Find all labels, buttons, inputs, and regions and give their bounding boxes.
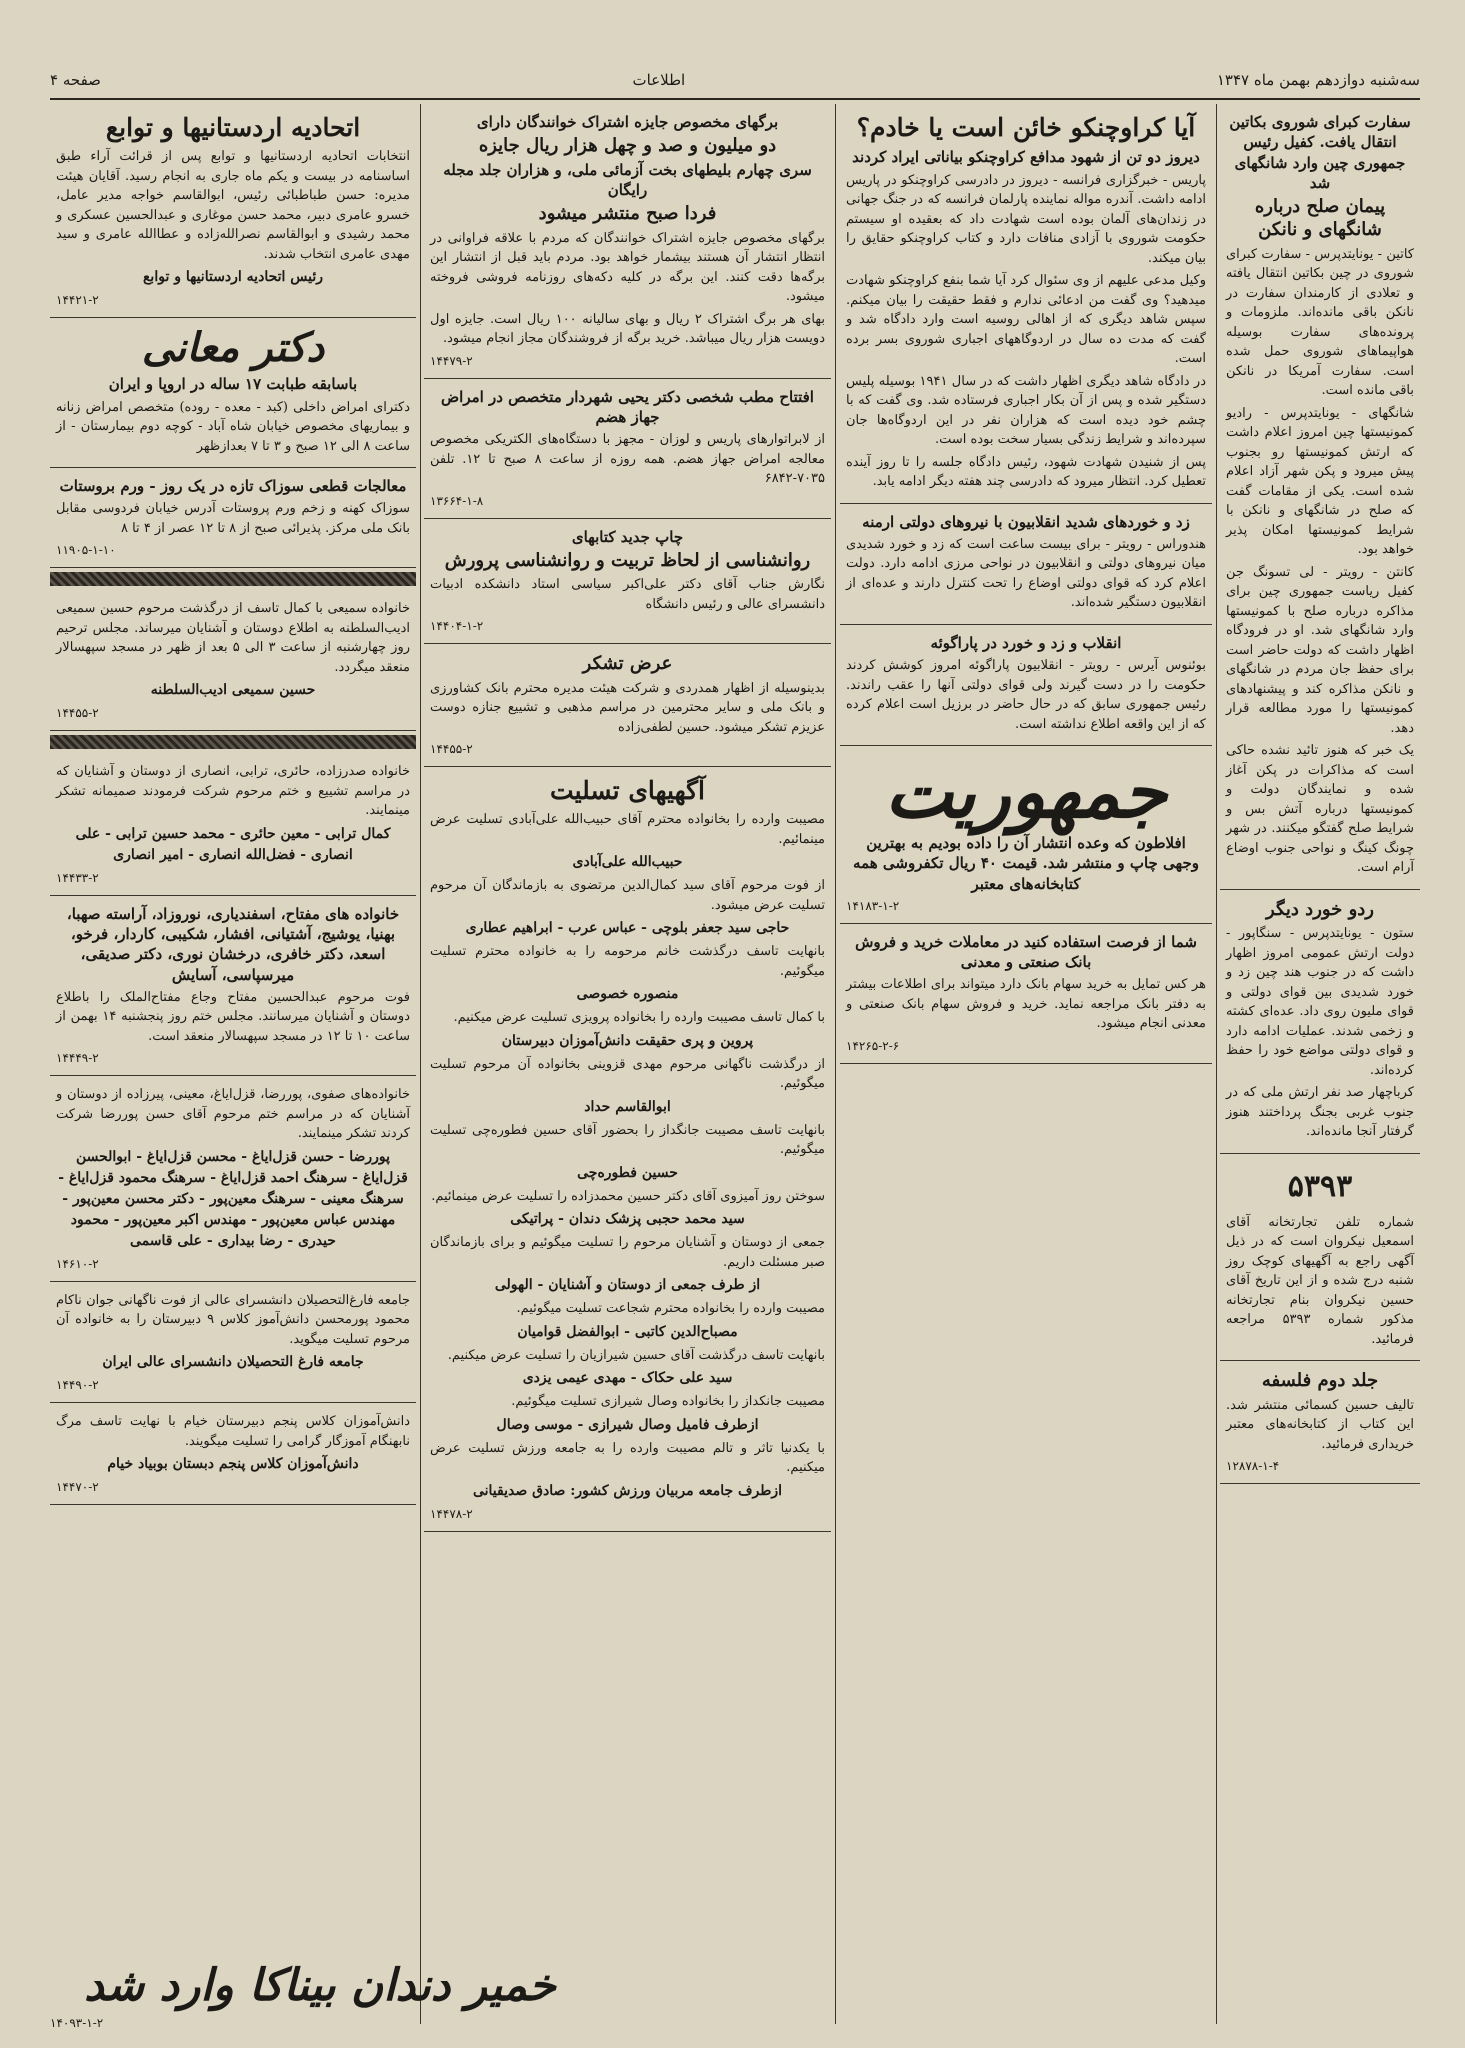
- ad-toothpaste: [50, 1960, 590, 2030]
- article-paragraph: بوئنوس آیرس - رویتر - انقلابیون پاراگوئه امروز کوشش کردند حکومت را در دست گیرند ولی قوای دولتی آنها را عقب راندند. رئیس جمهوری سابق که در حال حاضر در برزیل است اعلام کرده که از این واقعه اطلاع نداشته است.: [846, 658, 1206, 732]
- article-paragraph: کاتین - یونایتدپرس - سفارت کبرای شوروی در چین بکاتین انتقال یافته و تعلادی از کارمندان سفارت در نانکن باقی مانده‌اند. ملزومات و پرونده‌های سفارت بوسیله هواپیماهای شوروی حمل شده است. سفارت آمریکا در نانکن باقی مانده است.: [1226, 246, 1414, 399]
- column-2: [840, 104, 1212, 1064]
- condolence-text: بانهایت تاسف درگذشت آقای حسین شیرازیان را تسلیت عرض میکنیم.: [447, 1347, 825, 1363]
- ad-thanks: [424, 644, 831, 767]
- notice-graduates: [50, 1282, 416, 1404]
- page-header: [50, 62, 1420, 100]
- article-revolt: [840, 504, 1212, 625]
- ad-code: ۱۴۴۳۳-۲: [56, 870, 99, 885]
- ad-code: ۱۴۴۴۹-۲: [56, 1051, 99, 1066]
- condolence-signature: حبیب‌الله علی‌آبادی: [572, 854, 683, 871]
- notice-text: خانواده‌های صفوی، پوررضا، قزل‌ایاغ، معینی، پیرزاده از دوستان و آشنایان که در مراسم ختم مرحوم آقای حسن پوررضا شرکت کردند تشکر مینمایند.: [56, 1087, 410, 1142]
- column-rule: [420, 104, 421, 2024]
- ad-subtitle: سری چهارم بلیطهای بخت آزمائی ملی، و هزاران جلد مجله رایگان: [443, 160, 812, 199]
- newspaper-name: اطلاعات: [632, 71, 686, 89]
- condolence-text: مصیبت وارده را بخانواده محترم آقای حبیب‌الله علی‌آبادی تسلیت عرض مینمائیم.: [430, 812, 825, 847]
- notice-pourreza: [50, 1076, 416, 1282]
- condolence-text: سوختن روز آمیزوی آقای دکتر حسین محمدزاده را تسلیت عرض مینمائیم.: [431, 1188, 825, 1204]
- article-paraguay: [840, 625, 1212, 746]
- ad-code: ۱۴۲۶۵-۲-۶: [846, 1038, 900, 1053]
- notice-signature: حسین سمیعی ادیب‌السلطنه: [150, 682, 316, 699]
- ad-text: سوزاک کهنه و زخم ورم پروستات آدرس خیابان فردوسی مقابل بانک ملی مرکز. پذیرائی صبح از ۸ تا ۱۲ عصر از ۴ تا ۸: [56, 501, 410, 536]
- ad-kicker: چاپ جدید کتابهای: [571, 527, 684, 546]
- ad-code: ۱۴۴۰۴-۱-۲: [430, 619, 484, 634]
- notice-signature: دانش‌آموزان کلاس پنجم دبستان بوبیاد خیام: [107, 1456, 359, 1473]
- ad-code: ۱۴۴۵۵-۲: [430, 742, 473, 757]
- decorative-bar: [50, 572, 416, 586]
- column-rule: [1216, 104, 1217, 2024]
- condolence-signature: منصوره خصوصی: [576, 986, 679, 1003]
- condolence-signature: سید محمد حجبی پزشک دندان - پراتیکی: [510, 1211, 745, 1228]
- condolence-text: با یکدنیا تاثر و تالم مصیبت وارده را به جامعه ورزش تسلیت عرض میکنیم.: [430, 1440, 825, 1476]
- condolence-text: از درگذشت ناگهانی مرحوم مهدی قزوینی بخانواده آن مرحوم تسلیت میگوئیم.: [430, 1056, 825, 1092]
- article-headline: پیمان صلح درباره شانگهای و نانکن: [1254, 196, 1386, 241]
- condolence-signature: پروین و پری حقیقت دانش‌آموزان دبیرستان: [501, 1032, 754, 1049]
- phone-number: ۵۳۹۳: [1287, 1168, 1353, 1204]
- ad-text: شماره تلفن تجارتخانه آقای اسمعیل نیکروان است که در ذیل آگهی راجع به آگهیهای کوچک روز شنبه درج شده و از این تاریخ آقای حسین نیکروان بنام تجارتخانه مذکور شماره ۵۳۹۳ مراجعه فرمائید.: [1226, 1214, 1414, 1347]
- ad-title: اتحادیه اردستانیها و توابع: [105, 113, 361, 142]
- article-paragraph: در دادگاه شاهد دیگری اظهار داشت که در سال ۱۹۴۱ بوسیله پلیس دستگیر شده و پس از آن بکار اجباری فرستاده شد. وی گفت که با چشم خود دیده است که هزاران نفر در این اردوگاه‌ها جان سپرده‌اند و شرایط زندگی بسیار سخت بوده است.: [846, 373, 1206, 447]
- condolence-text: از فوت مرحوم آقای سید کمال‌الدین مرتضوی به بازماندگان آن مرحوم تسلیت عرض میشود.: [430, 878, 825, 913]
- notice-families-thanks: [50, 753, 416, 896]
- ad-code: ۱۴۰۹۳-۱-۲: [50, 2015, 104, 2030]
- ad-text: بدینوسیله از اظهار همدردی و شرکت هیئت مدیره محترم بانک کشاورزی و بانک ملی و سایر محترمین در مراسم مذهبی و تشییع جنازه دوست عزیزم تشکر میشود. حسین لطفی‌زاده: [430, 680, 825, 735]
- ad-text: تالیف حسین کسمائی منتشر شد. این کتاب از کتابخانه‌های معتبر خریداری فرمائید.: [1226, 1397, 1414, 1452]
- ad-code: ۱۴۶۱۰-۲: [56, 1256, 99, 1271]
- section-title: آگهیهای تسلیت: [550, 776, 705, 806]
- ad-code: ۱۴۴۷۹-۲: [430, 353, 473, 368]
- ad-psychology-books: [424, 519, 831, 645]
- condolence-text: جمعی از دوستان و آشنایان مرحوم را تسلیت میگوئیم و برای بازماندگان صبر مسئلت داریم.: [430, 1235, 825, 1270]
- condolence-text: بانهایت تاسف مصیبت جانگداز را بحضور آقای حسین فطوره‌چی تسلیت میگوئیم.: [430, 1122, 825, 1158]
- ad-signature: رئیس اتحادیه اردستانیها و توابع: [142, 269, 324, 286]
- ad-phone-number: [1220, 1154, 1420, 1362]
- condolence-text: بانهایت تاسف درگذشت خانم مرحومه را به خانواده محترم تسلیت میگوئیم.: [430, 944, 825, 979]
- ad-title: روانشناسی از لحاظ تربیت و روانشناسی پرورش: [444, 549, 811, 571]
- notice-text: فوت مرحوم عبدالحسین مفتاح وجاع مفتاح‌الملک را باطلاع دوستان و آشنایان میرسانند. مجلس ختم روز پنجشنبه ۱۴ بهمن از ساعت ۱۰ تا ۱۲ در مسجد سپهسالار منعقد است.: [56, 989, 410, 1044]
- ad-text: افلاطون که وعده انتشار آن را داده بودیم به بهترین وجهی چاپ و منتشر شد. قیمت ۴۰ ریال تکفروشی همه کتابخانه‌های معتبر: [853, 834, 1199, 893]
- article-kravchenko: [840, 104, 1212, 504]
- condolence-signature: از طرف جمعی از دوستان و آشنایان - الهولی: [494, 1277, 761, 1294]
- ad-title: افتتاح مطب شخصی دکتر یحیی شهردار متخصص در امراض جهاز هضم: [441, 387, 814, 426]
- ad-code: ۱۱۹۰۵-۱-۱۰: [56, 543, 116, 558]
- notice-text: خانواده صدرزاده، حائری، ترابی، انصاری از دوستان و آشنایان که در مراسم تشییع و ختم مرحوم شرکت فرمودند صمیمانه تشکر مینمایند.: [56, 764, 410, 819]
- condolence-signature: سید علی حکاک - مهدی عیمی یزدی: [522, 1370, 733, 1387]
- condolence-signature: مصباح‌الدین کاتبی - ابوالفضل قوامیان: [517, 1323, 738, 1340]
- article-headline: آیا کراوچنکو خائن است یا خادم؟: [856, 113, 1196, 142]
- article-clash: [1220, 890, 1420, 1154]
- column-1: [1220, 104, 1420, 1484]
- article-subheadline: دیروز دو تن از شهود مدافع کراوچنکو بیاناتی ایراد کردند: [852, 148, 1200, 167]
- condolence-section: [424, 767, 831, 1532]
- condolence-text: مصیبت جانکداز را بخانواده وصال شیرازی تسلیت میگوئیم.: [511, 1394, 825, 1410]
- page-number: صفحه ۴: [50, 71, 101, 89]
- ad-republic-book: [840, 746, 1212, 924]
- condolence-signature: ازطرف جامعه مربیان ورزش کشور: صادق صدیقیانی: [472, 1482, 783, 1499]
- ad-title: جلد دوم فلسفه: [1261, 1370, 1379, 1392]
- ad-code: ۱۴۱۸۳-۱-۲: [846, 898, 900, 913]
- ad-text: هر کس تمایل به خرید سهام بانک دارد میتواند برای اطلاعات بیشتر به دفتر بانک مراجعه نماید. خرید و فروش سهام بانک صنعتی و معدنی انجام میشود.: [846, 977, 1206, 1032]
- notice-title: خانواده های مفتاح، اسفندیاری، نوروزاد، آراسته صهبا، بهنیا، یوشیج، آشتیانی، افشار، شکیبی، کاردار، فرخو، اسعد، دکتر خافری، درخشان نوری، دکتر صدیقی، میرسپاسی، آسایش: [66, 904, 400, 984]
- notice-text: دانش‌آموزان کلاس پنجم دبیرستان خیام با نهایت تاسف مرگ نابهنگام آموزگار گرامی را تسلیت میگویند.: [56, 1414, 410, 1449]
- article-paragraph: ستون - یونایتدپرس - سنگاپور - دولت ارتش عمومی امروز اظهار داشت که در جنوب هند چین زد و خورد شدیدی بین قوای دولتی و قوای ملیون روی داد. عده‌ای کشته و زخمی شدند. عملیات ادامه دارد و قوای دولتی مواضع خود را حفظ کرده‌اند.: [1226, 926, 1414, 1078]
- ad-title: فردا صبح منتشر میشود: [538, 203, 717, 225]
- notice-text: جامعه فارغ‌التحصیلان دانشسرای عالی از فوت ناگهانی جوان ناکام محمود پورمحسن دانش‌آموز کلاس ۹ دبیرستان را به خانواده آن مرحوم تسلیت میگوید.: [56, 1292, 411, 1347]
- ad-text: انتخابات اتحادیه اردستانیها و توابع پس از قرائت آراء طبق اساسنامه در بیست و یکم ماه جاری به انجام رسید. آقایان هیئت مدیره: حسن طباطبائی رئیس، ابوالقاسم خواجه مدیر عامل، خسرو عامری دبیر، محمد حسن موغاری و عبدالحسین عسکری و محمد رشیدی و ابوالقاسم نصرالله‌زاده و عطاالله عامری و سید مهدی عامری انتخاب شدند.: [56, 149, 410, 262]
- article-paragraph: پاریس - خبرگزاری فرانسه - دیروز در دادرسی کراوچنکو در پاریس ادامه داشت. آندره مواله نماینده پارلمان فرانسه که در جنگ جهانی در زندان‌های آلمان بوده است شهادت داد که بعقیده او سیستم حکومت شوروی با آزادی منافات دارد و کتاب کراوچنکو حقایق را بیان میکند.: [846, 172, 1206, 266]
- ad-code: ۱۴۴۷۸-۲: [430, 1506, 473, 1521]
- ad-kicker: برگهای مخصوص جایزه اشتراک خوانندگان دارای: [476, 113, 779, 131]
- ad-code: ۱۴۴۲۱-۲: [56, 293, 99, 308]
- condolence-signature: ابوالقاسم حداد: [584, 1098, 671, 1115]
- ad-title: جمهوریت: [884, 749, 1168, 834]
- notice-students: [50, 1403, 416, 1505]
- ad-text: نگارش جناب آقای دکتر علی‌اکبر سیاسی استاد دانشکده ادبیات دانشسرای عالی و رئیس دانشگاه: [430, 577, 825, 612]
- ad-title: شما از فرصت استفاده کنید در معاملات خرید و فروش بانک صنعتی و معدنی: [855, 932, 1197, 972]
- notice-text: خانواده سمیعی با کمال تاسف از درگذشت مرحوم حسین سمیعی ادیب‌السلطنه به اطلاع دوستان و آشنایان میرساند. مجلس ترحیم روز چهارشنبه از ساعت ۳ الی ۵ بعد از ظهر در مسجد سپهسالار منعقد میگردد.: [56, 601, 410, 675]
- notice-signature: جامعه فارغ التحصیلان دانشسرای عالی ایران: [102, 1354, 364, 1371]
- ad-doctor-maani: [50, 318, 416, 468]
- condolence-signature: ازطرف فامیل وصال شیرازی - موسی وصال: [496, 1416, 759, 1433]
- article-headline: زد و خوردهای شدید انقلابیون با نیروهای دولتی ارمنه: [862, 512, 1190, 531]
- article-paragraph: پس از شنیدن شهادت شهود، رئیس دادگاه جلسه را تا روز آینده تعطیل کرد. انتظار میرود که دادرسی چند هفته دیگر ادامه یابد.: [846, 454, 1206, 489]
- ad-code: ۱۴۴۵۵-۲: [56, 706, 99, 721]
- column-3: [424, 104, 831, 1532]
- column-4: [50, 104, 416, 1954]
- ad-title: دکتر معانی: [141, 324, 325, 372]
- ad-code: ۱۲۸۷۸-۱-۴: [1226, 1459, 1280, 1474]
- article-kicker: سفارت کبرای شوروی بکاتین انتقال یافت. کفیل رئیس جمهوری چین وارد شانگهای شد: [1229, 113, 1411, 192]
- condolence-signature: حسین فطوره‌چی: [577, 1164, 678, 1181]
- decorative-bar: [50, 735, 416, 749]
- ad-subtitle: باسابقه طبابت ۱۷ ساله در اروپا و ایران: [108, 375, 358, 394]
- ad-text: بهای هر برگ اشتراک ۲ ریال و بهای سالیانه ۱۰۰ ریال است. جایزه اول دویست هزار ریال میباشد. خرید برگه از فروشندگان مجاز انجام میشود.: [430, 311, 826, 347]
- ad-title: خمیر دندان بیناکا وارد شد: [84, 1960, 556, 2011]
- ad-code: ۱۴۴۹۰-۲: [56, 1378, 99, 1393]
- article-paragraph: کرباچهار صد نفر ارتش ملی که در جنوب غربی بجنگ پرداختند هنوز گرفتار آنجا مانده‌اند.: [1226, 1085, 1414, 1140]
- column-rule: [835, 104, 836, 2024]
- ad-philosophy-book: [1220, 1361, 1420, 1484]
- ad-text: برگهای مخصوص جایزه اشتراک خوانندگان که مردم با علاقه فراوانی در انتظار انتشار آن هستند بیشمار خواهد بود. مردم باید قبل از انتشار این برگه‌ها دقت کنند. این برگه در کلیه دکه‌های روزنامه فروشی فروخته میشود.: [430, 230, 825, 305]
- ad-code: ۱۴۴۷۰-۲: [56, 1480, 99, 1495]
- ad-title: دو میلیون و صد و چهل هزار ریال جایزه: [478, 135, 777, 157]
- notice-meftah: [50, 896, 416, 1077]
- ad-code: ۱۳۶۶۴-۱-۸: [430, 493, 484, 508]
- article-headline: ردو خورد دیگر: [1266, 898, 1374, 920]
- notice-samiei: [50, 590, 416, 731]
- article-peace-shanghai: [1220, 104, 1420, 890]
- condolence-signature: حاجی سید جعفر بلوچی - عباس عرب - ابراهیم عطاری: [465, 920, 790, 937]
- notice-signature: پوررضا - حسن قزل‌ایاغ - محسن قزل‌ایاغ - ابوالحسن قزل‌ایاغ - سرهنگ احمد قزل‌ایاغ - سرهنگ محمود قزل‌ایاغ - سرهنگ معینی - سرهنگ معین‌پور - دکتر محسن معین‌پور - مهندس عباس معین‌پور - مهندس اکبر معین‌پور - محمود حیدری - رضا بیداری - علی قاسمی: [58, 1148, 408, 1249]
- ad-doctor-clinic: [424, 379, 831, 519]
- condolence-text: با کمال تاسف مصیبت وارده را بخانواده پرویزی تسلیت عرض میکنیم.: [453, 1010, 825, 1026]
- ad-title: عرض تشکر: [582, 653, 673, 675]
- issue-date: سه‌شنبه دوازدهم بهمن ماه ۱۳۴۷: [1216, 71, 1420, 89]
- ad-lottery: [424, 104, 831, 379]
- ad-industrial-bank: [840, 924, 1212, 1064]
- article-paragraph: شانگهای - یونایتدپرس - رادیو کمونیستها چین امروز اعلام داشت که ارتش کمونیستها رو بجنوب پیش میرود و پکن شهر آزاد اعلام شده است. یکی از مقامات گفت که صلح در شانگهای و نانکن با شرایط کمونیستها امکان پذیر خواهد بود.: [1226, 405, 1414, 558]
- notice-signature: کمال ترابی - معین حائری - محمد حسین ترابی - علی انصاری - فضل‌الله انصاری - امیر انصاری: [75, 825, 391, 863]
- article-headline: انقلاب و زد و خورد در پاراگوئه: [930, 633, 1122, 652]
- article-paragraph: هندوراس - رویتر - برای بیست ساعت است که زد و خورد شدیدی میان نیروهای دولتی و انقلابیون در نواحی مرزی ادامه دارد. دولت اعلام کرد که قوای دولتی اوضاع را تحت کنترل دارند و عده‌ای از انقلابیون دستگیر شده‌اند.: [846, 536, 1206, 611]
- ad-ardestan-union: [50, 104, 416, 318]
- ad-text: از لابراتوارهای پاریس و لوزان - مجهز با دستگاه‌های الکتریکی مخصوص معالجه امراض جهاز هضم. همه روزه از ساعت ۸ صبح تا ۱۲. تلفن ۷۰۳۵-۶۸۴۲: [430, 432, 825, 487]
- article-paragraph: وکیل مدعی علیهم از وی سئوال کرد آیا شما بنفع کراوچنکو شهادت میدهید؟ وی گفت من ادعائی ندارم و فقط حقیقت را بیان میکنم. سپس شاهد دیگری که از اهالی روسیه است وارد دادگاه شد و گفت که مدت ده سال در اردوگاههای اجباری شوروی بسر برده است.: [846, 273, 1206, 366]
- article-paragraph: کانتن - رویتر - لی تسونگ جن کفیل ریاست جمهوری چین برای مذاکره درباره صلح با کمونیستها وارد شانگهای شد. او در فرودگاه اظهار داشت که دولت حاضر است برای حفظ جان مردم در شانگهای و نانکن مذاکره کند و پیشنهادهای کمونیستها را مورد مطالعه قرار دهد.: [1226, 564, 1414, 736]
- ad-text: دکترای امراض داخلی (کبد - معده - روده) متخصص امراض زنانه و بیماریهای مخصوص خیابان شاه آباد - کوچه دوم بیمارستان - از ساعت ۸ الی ۱۲ صبح و ۳ تا ۷ بعدازظهر: [56, 399, 410, 454]
- condolence-text: مصیبت وارده را بخانواده محترم شجاعت تسلیت میگوئیم.: [516, 1301, 825, 1317]
- ad-treatment: [50, 468, 416, 568]
- article-paragraph: یک خبر که هنوز تائید نشده حاکی است که مذاکرات در پکن آغاز شده و نمایندگان دولت و کمونیستها درباره آتش بس و شرایط صلح گفتگو میکنند. در شهر چونگ کینگ و نواحی جنوب اوضاع آرام است.: [1226, 743, 1414, 876]
- ad-title: معالجات قطعی سوزاک تازه در یک روز - ورم بروستات: [59, 477, 407, 495]
